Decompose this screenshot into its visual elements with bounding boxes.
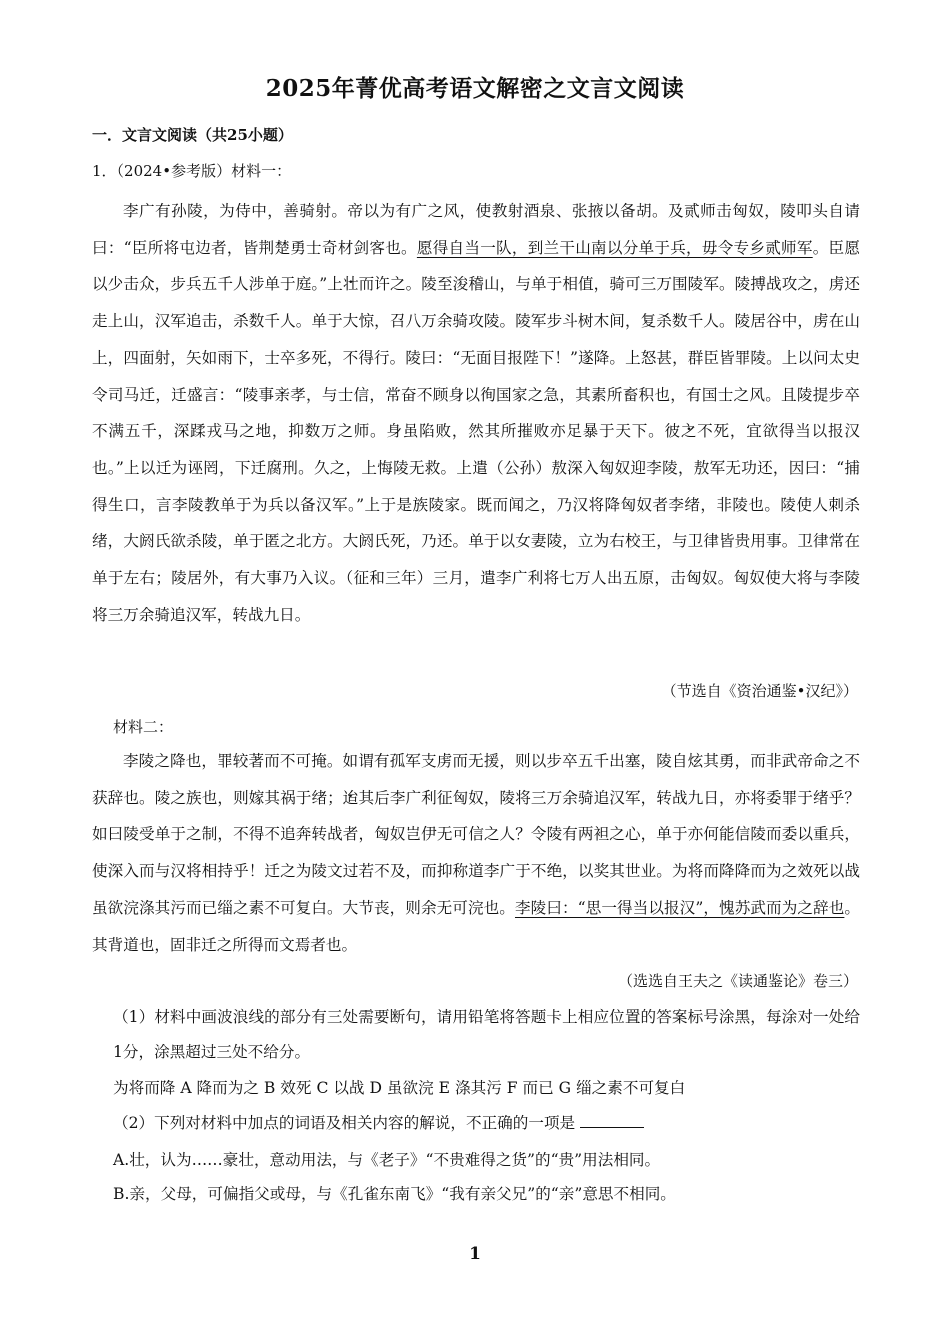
option-a: A.壮，认为……豪壮，意动用法，与《老子》“不贵难得之货”的“贵”用法相同。 <box>113 1151 661 1169</box>
material-one-passage <box>92 193 860 633</box>
passage-text: 。其背道也，固非迁之所得而文焉者也。 <box>92 898 860 954</box>
passage-text: 不死，宜欲得当以报汉也。”上以迁为诬罔，下迁腐刑。久之，上悔陵无救。上遣（公孙）敖深入匈奴迎李陵，敖军无功还，因曰：“捕得生口，言李陵教单于为兵以备汉军。”上于是族陵家。既而闻之，乃汉将降匈奴者李绪，非陵也。陵使人刺杀绪，大阏氏欲杀陵，单于匿之北方。大阏氏死，乃还。单于以女妻陵，立为右校王，与卫律皆贵用事。卫律常在单于左右；陵居外，有大事乃入议。（征和三年）三月，遣李广利将七万人出五原，击匈奴。匈奴使大将与李陵将三万余骑追汉军，转战九日。 <box>92 422 860 624</box>
underlined-sentence: 李陵曰：“思一得当以报汉”，愧苏武而为之辞也 <box>514 898 845 917</box>
dotted-word: 壮 <box>342 275 359 294</box>
material-one-source: （节选自《资治通鉴•汉纪》） <box>661 682 858 700</box>
segmentation-line: 为将而降 A 降而为之 B 效死 C 以战 D 虽欲浣 E 涤其污 F 而已 G 缁之素不可复白 <box>113 1079 686 1097</box>
sub-question-1: （1）材料中画波浪线的部分有三处需要断句，请用铅笔将答题卡上相应位置的答案标号涂黑，每涂对一处给1分，涂黑超过三处不给分。 <box>113 1008 860 1061</box>
underlined-sentence: 愿得自当一队，到兰干山南以分单于兵，毋令专乡贰师军 <box>416 238 813 257</box>
section-heading: 一．文言文阅读（共25小题） <box>92 126 293 144</box>
option-b: B.亲，父母，可偏指父或母，与《孔雀东南飞》“我有亲父兄”的“亲”意思不相同。 <box>113 1185 676 1203</box>
material-two-passage <box>92 743 860 963</box>
passage-text: 李广有孙陵，为侍中，善骑射。帝以为有广之风，使教射酒泉、张掖以备胡。及贰师击匈奴，陵叩头自请曰：“臣所将屯边者，皆荆楚勇士奇材剑客也。 <box>92 202 860 257</box>
passage-text: 孝，与士信，常奋不顾身以徇国家之急，其素所畜积也，有国士之风。且陵提步卒不满五千，深蹂戎马之地，抑数万之师。身虽陷败，然其所摧败亦足暴于天下。彼 <box>92 385 860 441</box>
dotted-word: 之 <box>680 422 698 441</box>
sub-question-2 <box>113 1111 644 1133</box>
material-two-source: （选选自王夫之《读通鉴论》卷三） <box>617 972 858 990</box>
passage-text: 而许之。陵至浚稽山，与单于相值，骑可三万围陵军。陵搏战攻之，虏还走上山，汉军追击，杀数千人。单于大惊，召八万余骑攻陵。陵军步斗树木间，复杀数千人。陵居谷中，虏在山上，四面射，矢如雨下，士卒多死，不得行。陵曰：“无面目报陛下！”遂降。上怒甚，群臣皆罪陵。上以问太史令司马迁，迁盛言：“陵事 <box>92 275 860 404</box>
passage-text: 。臣愿以少击众，步兵五千人涉单于庭。”上 <box>92 238 860 294</box>
passage-text: 李陵之降也，罪较著而不可掩。如谓有孤军支虏而无援，则以步卒五千出塞，陵自炫其勇，而非武帝命之不获辞也。陵之族也，则嫁其祸于绪； <box>92 752 860 807</box>
material-two-label: 材料二： <box>113 718 174 736</box>
document-title: 2025年菁优高考语文解密之文言文阅读 <box>265 75 685 102</box>
passage-text: 其后李广利征匈奴，陵将三万余骑追汉军，转战九日，亦将委罪于绪乎？如曰陵受单于之制，不得不追奔转战者，匈奴岂伊无可信之人？令陵有两袒之心，单于亦何能信陵而委以重兵，使深入而与汉将相持乎！迁之为陵文过若不及，而抑称道李广于不绝，以奖其世业。为将而降降而为之效死以战虽欲浣涤其污而已缁之素不可复白。大节丧，则余无可浣也。 <box>92 788 860 917</box>
dotted-word: 迨 <box>342 788 359 807</box>
page-number: 1 <box>469 1244 481 1264</box>
answer-blank[interactable] <box>580 1113 644 1128</box>
dotted-word: 亲 <box>274 385 291 404</box>
question-header: 1．（2024•参考版）材料一： <box>92 162 292 180</box>
sub-question-2-text: （2）下列对材料中加点的词语及相关内容的解说，不正确的一项是 <box>113 1114 576 1132</box>
